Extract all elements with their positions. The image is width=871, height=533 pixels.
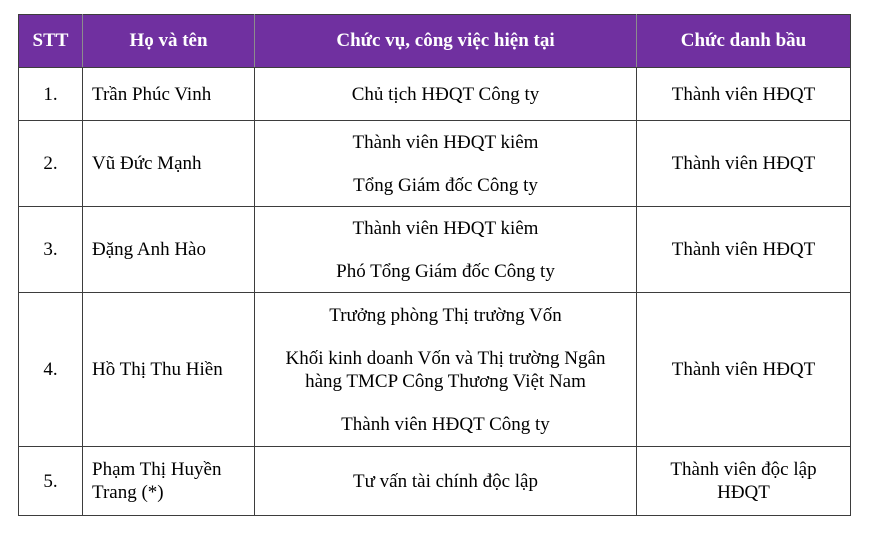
header-elected-title: Chức danh bầu (637, 15, 851, 68)
elected-title-line: Thành viên HĐQT (671, 153, 816, 174)
elected-title-cell (637, 447, 851, 516)
table-row (19, 293, 851, 447)
full-name-line: Trần Phúc Vinh (92, 83, 212, 105)
full-name-line: Hồ Thị Thu Hiền (92, 359, 223, 380)
position-line: Phó Tổng Giám đốc Công ty (336, 260, 555, 282)
position-line: Thành viên HĐQT kiêm (352, 131, 539, 153)
row-number: 1. (19, 68, 83, 121)
position-line: Khối kinh doanh Vốn và Thị trường Ngân (285, 347, 606, 369)
table-row (19, 68, 851, 121)
elected-title-line: Thành viên HĐQT (671, 239, 816, 260)
row-number: 3. (19, 207, 83, 293)
current-position-cell (255, 68, 637, 121)
full-name-line: Vũ Đức Mạnh (92, 153, 202, 174)
position-line: Trưởng phòng Thị trường Vốn (329, 304, 562, 326)
position-line: Thành viên HĐQT Công ty (341, 413, 550, 435)
current-position-cell (255, 293, 637, 447)
elected-title-cell (637, 68, 851, 121)
elected-title-cell (637, 207, 851, 293)
position-line: Tư vấn tài chính độc lập (353, 470, 538, 492)
elected-title-line: Thành viên HĐQT (671, 359, 816, 380)
header-stt: STT (19, 15, 83, 68)
table-row (19, 121, 851, 207)
full-name-cell (83, 207, 255, 293)
current-position-cell (255, 447, 637, 516)
elected-title-line: Thành viên độc lập (670, 459, 817, 480)
full-name-cell (83, 121, 255, 207)
nominee-table (18, 14, 851, 516)
position-line: Chủ tịch HĐQT Công ty (351, 83, 540, 105)
header-current-position: Chức vụ, công việc hiện tại (255, 15, 637, 68)
table-row (19, 207, 851, 293)
position-line: Tổng Giám đốc Công ty (353, 174, 538, 196)
row-number: 2. (19, 121, 83, 207)
full-name-line: Phạm Thị Huyền (92, 459, 222, 480)
row-number: 5. (19, 447, 83, 516)
header-row (19, 15, 851, 68)
full-name-cell (83, 447, 255, 516)
row-number: 4. (19, 293, 83, 447)
current-position-cell (255, 121, 637, 207)
position-line: hàng TMCP Công Thương Việt Nam (305, 370, 586, 392)
header-full-name: Họ và tên (83, 15, 255, 68)
position-line: Thành viên HĐQT kiêm (352, 217, 539, 239)
current-position-cell (255, 207, 637, 293)
full-name-line: Đặng Anh Hào (92, 239, 206, 260)
elected-title-line: Thành viên HĐQT (671, 83, 816, 105)
full-name-line: Trang (*) (92, 482, 164, 503)
elected-title-cell (637, 293, 851, 447)
elected-title-cell (637, 121, 851, 207)
full-name-cell (83, 68, 255, 121)
full-name-cell (83, 293, 255, 447)
elected-title-line: HĐQT (717, 482, 770, 503)
table-row (19, 447, 851, 516)
